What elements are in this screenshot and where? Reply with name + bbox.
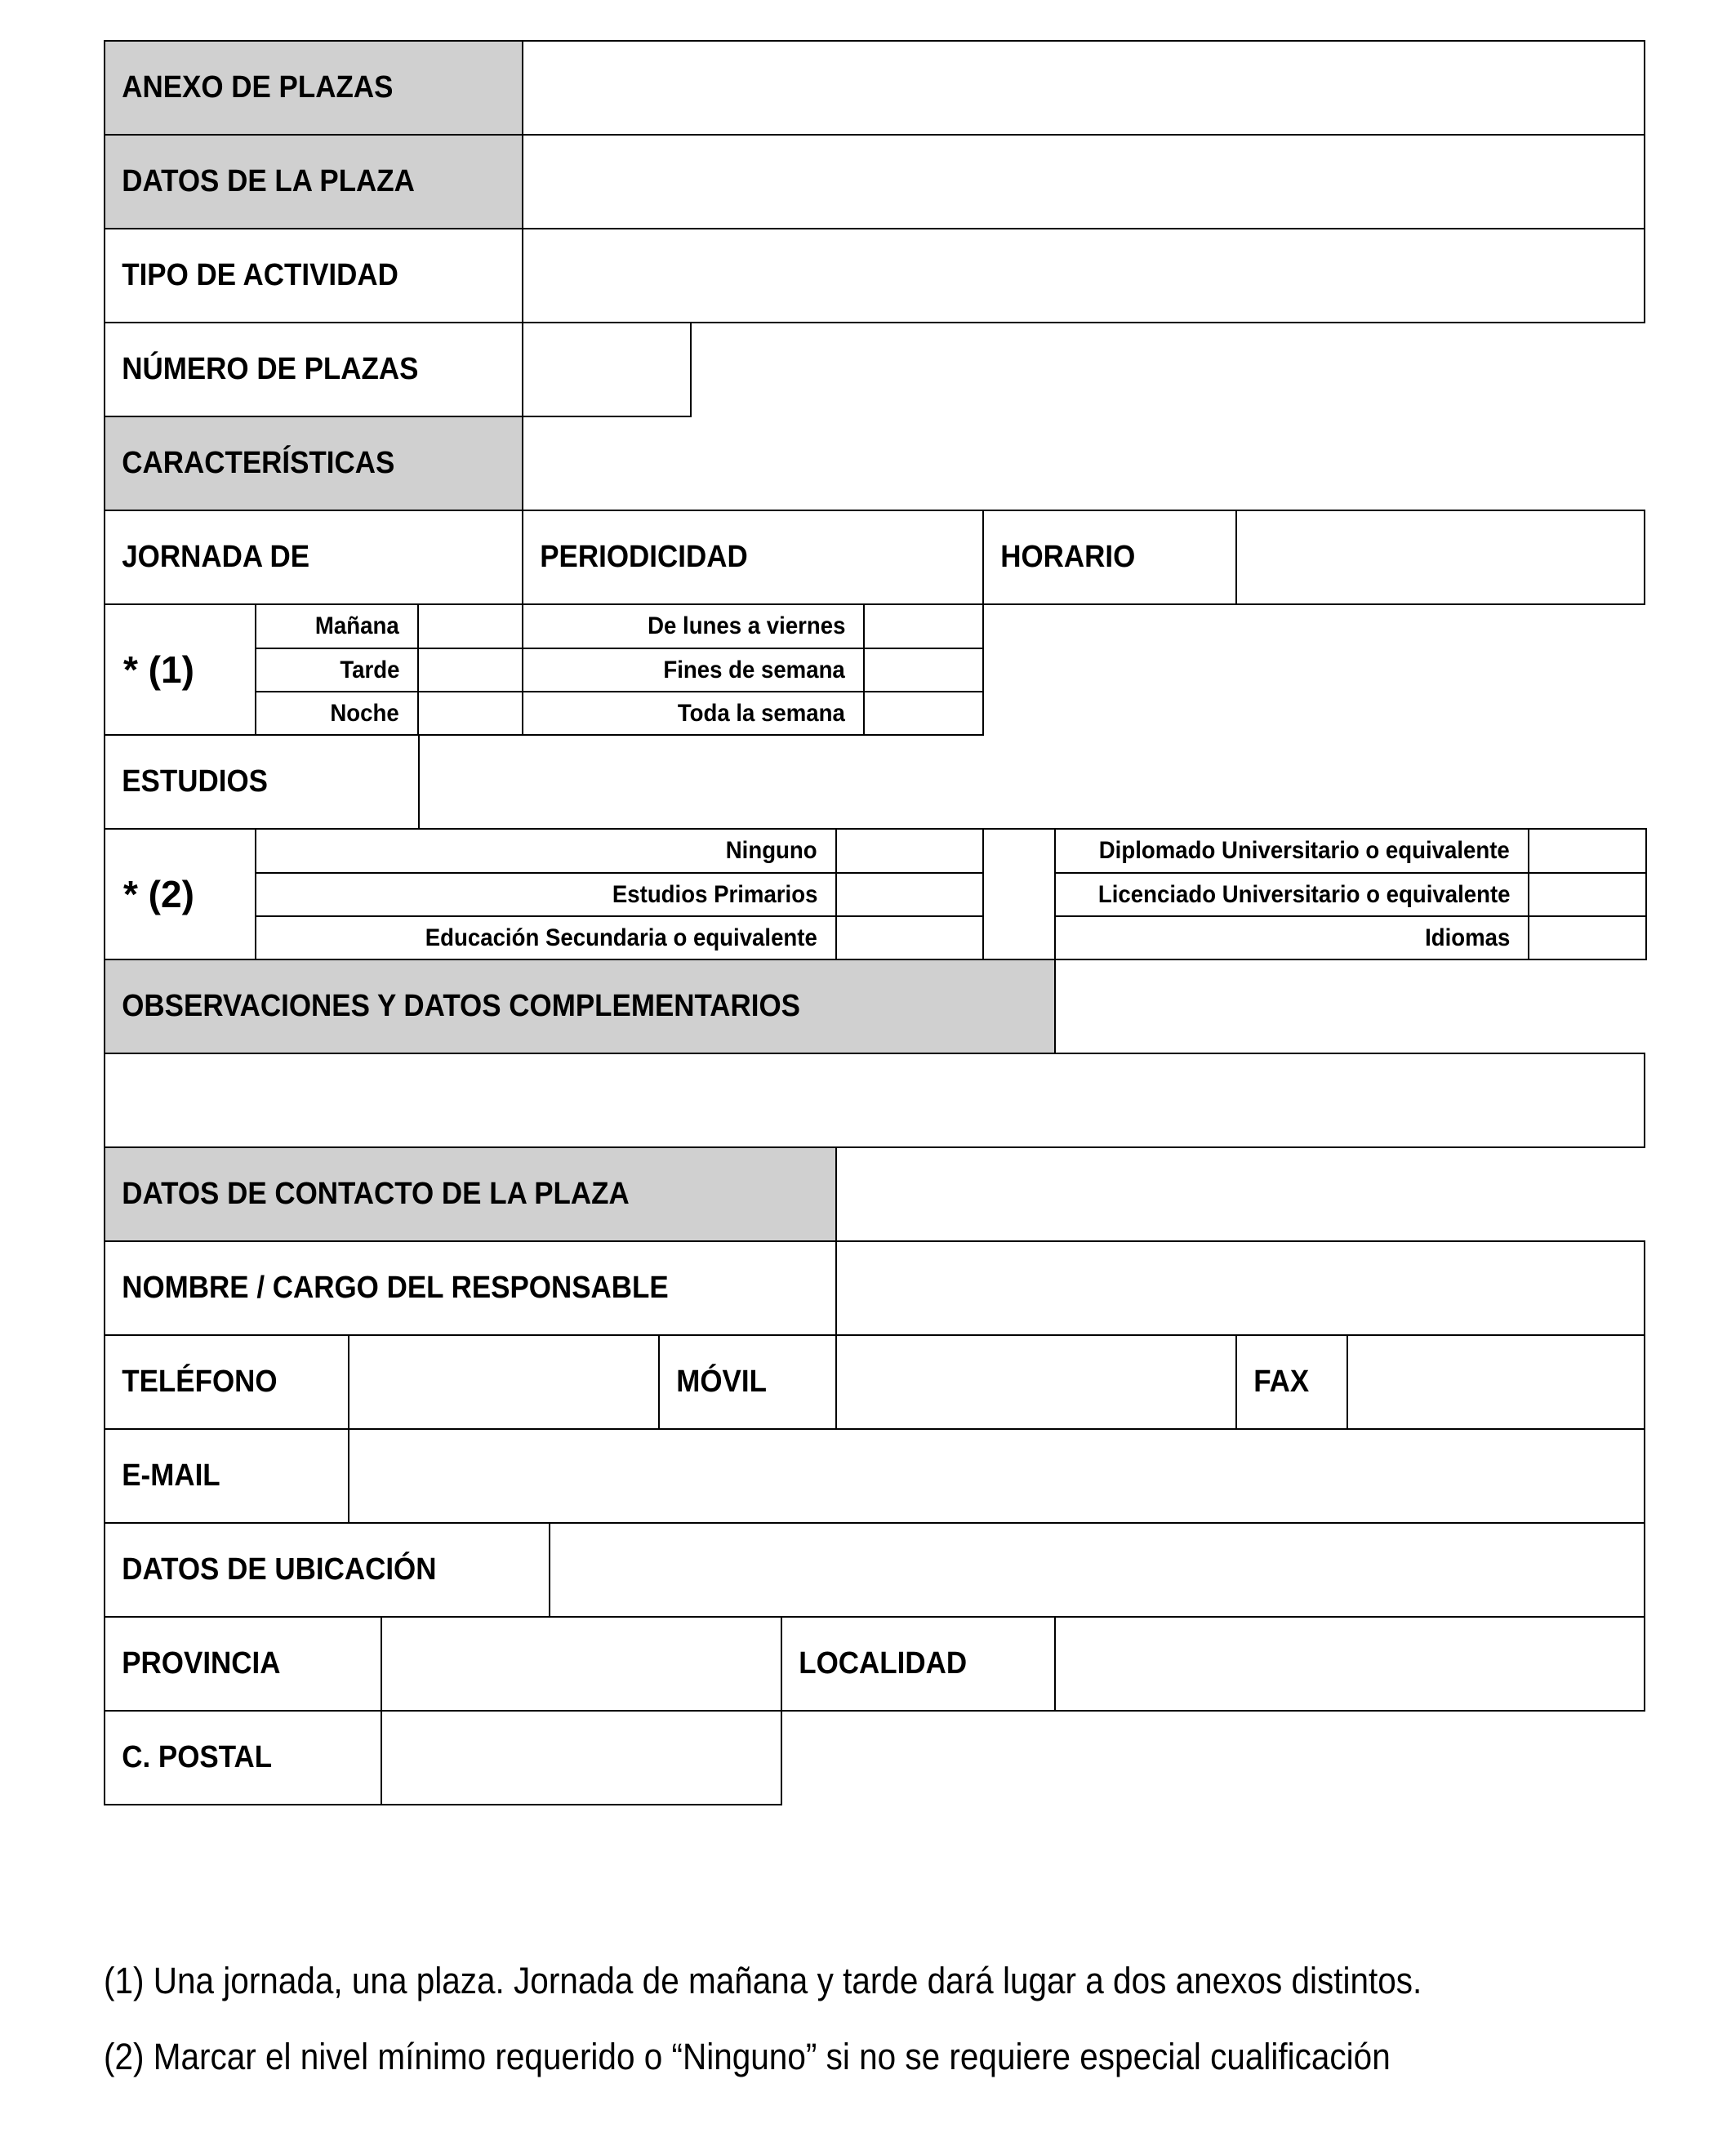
email-field[interactable]: [348, 1428, 1645, 1524]
anexo-label-cell: [104, 40, 523, 136]
estudios-checkbox-primarios[interactable]: [835, 872, 984, 917]
jornada-checkbox-tarde[interactable]: [417, 648, 523, 692]
jornada-checkbox-manana[interactable]: [417, 603, 523, 649]
footnote-2: (2) Marcar el nivel mínimo requerido o “Ninguno” si no se requiere especial cualificación: [104, 2036, 1391, 2077]
telefono-label-cell: [104, 1334, 349, 1430]
jornada-option-label: Tarde: [339, 656, 399, 683]
localidad-label: LOCALIDAD: [799, 1646, 968, 1681]
provincia-field[interactable]: [381, 1616, 782, 1712]
telefono-field[interactable]: [348, 1334, 660, 1430]
fax-label-cell: [1235, 1334, 1348, 1430]
tipo-actividad-label-cell: [104, 228, 523, 323]
ubicacion-label: DATOS DE UBICACIÓN: [122, 1552, 437, 1587]
estudios-option-label: Ninguno: [726, 837, 817, 864]
datos-plaza-label-cell: [104, 134, 523, 229]
periodicidad-header: [522, 510, 984, 605]
estudios-spacer: [982, 828, 1056, 960]
fax-label: FAX: [1253, 1365, 1310, 1399]
observaciones-field[interactable]: [104, 1053, 1645, 1148]
estudios-option-secundaria: [255, 915, 837, 960]
jornada-checkbox-noche[interactable]: [417, 691, 523, 736]
telefono-label: TELÉFONO: [122, 1365, 278, 1399]
estudios-label-cell: [104, 734, 420, 830]
periodicidad-option-label: De lunes a viernes: [647, 612, 845, 639]
observaciones-label: OBSERVACIONES Y DATOS COMPLEMENTARIOS: [122, 989, 800, 1023]
jornada-option-label: Mañana: [315, 612, 399, 639]
jornada-header: [104, 510, 523, 605]
note1-marker: * (1): [123, 648, 194, 691]
localidad-label-cell: [781, 1616, 1056, 1712]
estudios-option-label: Licenciado Universitario o equivalente: [1097, 880, 1510, 908]
datos-plaza-field[interactable]: [522, 134, 1645, 229]
estudios-option-diplomado: [1054, 828, 1529, 874]
numero-plazas-label-cell: [104, 322, 523, 417]
note2-marker-cell: [104, 828, 256, 960]
estudios-option-label: Idiomas: [1424, 924, 1510, 951]
periodicidad-option-lunes-viernes: [522, 603, 865, 649]
localidad-field[interactable]: [1054, 1616, 1645, 1712]
estudios-option-licenciado: [1054, 872, 1529, 917]
movil-field[interactable]: [835, 1334, 1237, 1430]
jornada-option-manana: [255, 603, 419, 649]
anexo-field[interactable]: [522, 40, 1645, 136]
estudios-checkbox-secundaria[interactable]: [835, 915, 984, 960]
movil-label-cell: [658, 1334, 837, 1430]
footnote-1: (1) Una jornada, una plaza. Jornada de mañana y tarde dará lugar a dos anexos distintos.: [104, 1960, 1422, 2001]
periodicidad-option-label: Toda la semana: [677, 699, 845, 727]
ubicacion-label-cell: [104, 1522, 550, 1618]
periodicidad-checkbox-fines-semana[interactable]: [863, 648, 984, 692]
responsable-label: NOMBRE / CARGO DEL RESPONSABLE: [122, 1271, 669, 1305]
estudios-checkbox-ninguno[interactable]: [835, 828, 984, 874]
provincia-label-cell: [104, 1616, 382, 1712]
jornada-label: JORNADA DE: [122, 540, 310, 574]
periodicidad-checkbox-lunes-viernes[interactable]: [863, 603, 984, 649]
note2-marker: * (2): [123, 873, 194, 915]
periodicidad-option-toda-semana: [522, 691, 865, 736]
anexo-label: ANEXO DE PLAZAS: [122, 70, 394, 105]
ubicacion-field[interactable]: [549, 1522, 1645, 1618]
horario-header: [982, 510, 1237, 605]
periodicidad-option-fines-semana: [522, 648, 865, 692]
periodicidad-checkbox-toda-semana[interactable]: [863, 691, 984, 736]
estudios-checkbox-licenciado[interactable]: [1528, 872, 1647, 917]
fax-field[interactable]: [1347, 1334, 1645, 1430]
movil-label: MÓVIL: [676, 1365, 767, 1399]
estudios-option-label: Educación Secundaria o equivalente: [425, 924, 817, 951]
estudios-checkbox-idiomas[interactable]: [1528, 915, 1647, 960]
email-label: E-MAIL: [122, 1458, 220, 1493]
estudios-label: ESTUDIOS: [122, 764, 268, 799]
note1-marker-cell: [104, 603, 256, 736]
datos-plaza-label: DATOS DE LA PLAZA: [122, 164, 415, 198]
numero-plazas-field[interactable]: [522, 322, 692, 417]
horario-field[interactable]: [1235, 510, 1645, 605]
jornada-option-tarde: [255, 648, 419, 692]
jornada-option-noche: [255, 691, 419, 736]
periodicidad-option-label: Fines de semana: [663, 656, 845, 683]
estudios-option-primarios: [255, 872, 837, 917]
estudios-option-label: Estudios Primarios: [612, 880, 817, 908]
postal-field[interactable]: [381, 1710, 782, 1805]
caracteristicas-label: CARACTERÍSTICAS: [122, 446, 395, 480]
jornada-option-label: Noche: [330, 699, 399, 727]
postal-label-cell: [104, 1710, 382, 1805]
estudios-option-label: Diplomado Universitario o equivalente: [1098, 837, 1510, 864]
tipo-actividad-field[interactable]: [522, 228, 1645, 323]
estudios-option-idiomas: [1054, 915, 1529, 960]
estudios-checkbox-diplomado[interactable]: [1528, 828, 1647, 874]
responsable-field[interactable]: [835, 1240, 1645, 1336]
caracteristicas-label-cell: [104, 416, 523, 511]
contacto-label-cell: [104, 1146, 837, 1242]
observaciones-label-cell: [104, 959, 1056, 1054]
periodicidad-label: PERIODICIDAD: [540, 540, 748, 574]
estudios-option-ninguno: [255, 828, 837, 874]
numero-plazas-label: NÚMERO DE PLAZAS: [122, 352, 419, 386]
provincia-label: PROVINCIA: [122, 1646, 281, 1681]
tipo-actividad-label: TIPO DE ACTIVIDAD: [122, 258, 398, 292]
postal-label: C. POSTAL: [122, 1740, 273, 1774]
responsable-label-cell: [104, 1240, 837, 1336]
email-label-cell: [104, 1428, 349, 1524]
horario-label: HORARIO: [1000, 540, 1136, 574]
contacto-label: DATOS DE CONTACTO DE LA PLAZA: [122, 1177, 630, 1211]
